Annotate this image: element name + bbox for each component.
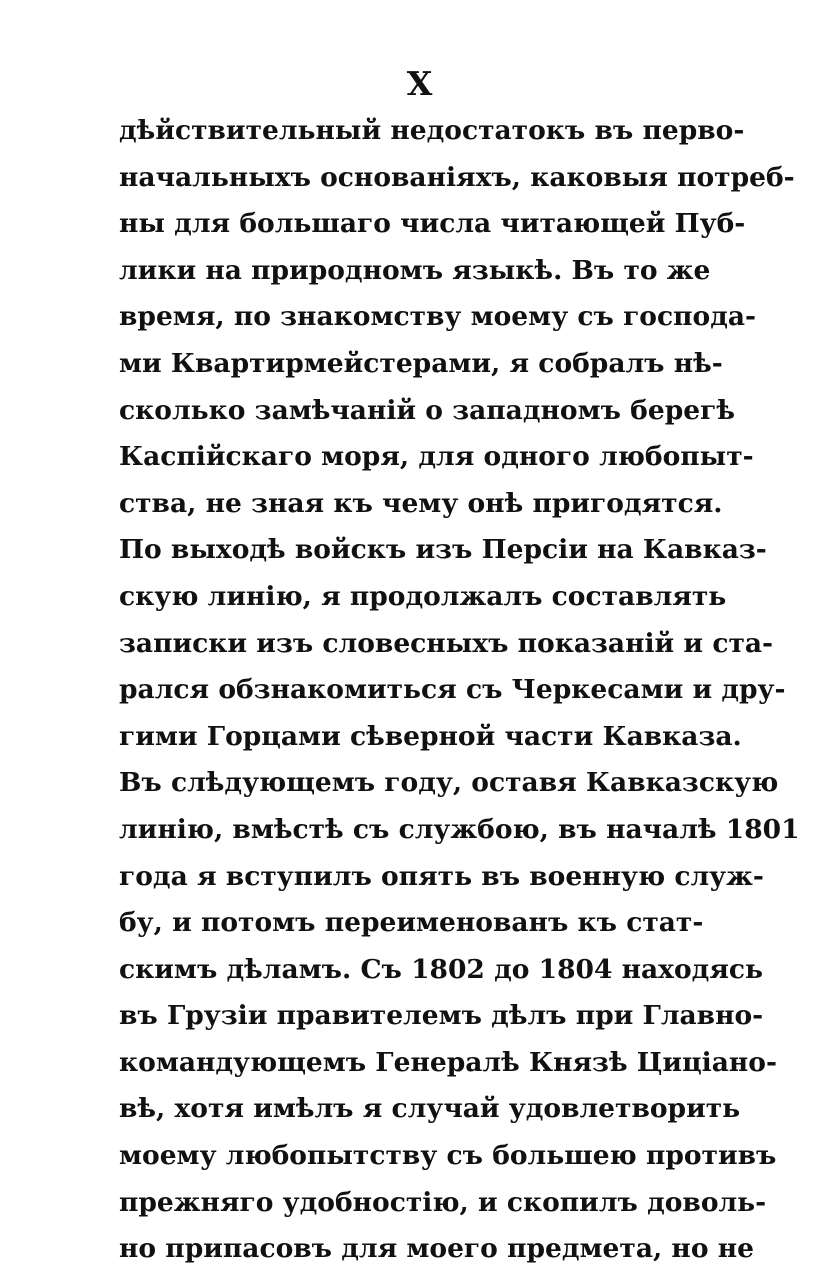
text-line: Въ слѣдующемъ году, оставя Кавказскую [119, 767, 779, 799]
text-line: года я вступилъ опять въ военную служ- [119, 860, 764, 892]
text-line: По выходѣ войскъ изъ Персіи на Кавказ- [119, 534, 767, 566]
text-line: прежняго удобностію, и скопилъ доволь- [119, 1186, 767, 1218]
text-line: дѣйствительный недостатокъ въ перво- [119, 115, 745, 146]
page-number: X [406, 64, 434, 103]
text-line: линію, вмѣстѣ съ службою, въ началѣ 1801 [119, 813, 800, 845]
text-line: ми Квартирмейстерами, я собралъ нѣ- [119, 347, 723, 379]
text-line: Каспійскаго моря, для одного любопыт- [119, 441, 754, 473]
text-line: скую линію, я продолжалъ составлять [119, 580, 727, 612]
text-line: записки изъ словесныхъ показаній и ста- [119, 627, 774, 659]
text-line: вѣ, хотя имѣлъ я случай удовлетворить [119, 1093, 741, 1125]
text-line: въ Грузіи правителемъ дѣлъ при Главно- [119, 1000, 764, 1032]
text-line: ства, не зная къ чему онѣ пригодятся. [119, 487, 723, 519]
text-line: бу, и потомъ переименованъ къ стат- [119, 907, 704, 939]
text-line: время, по знакомству моему съ господа- [119, 301, 757, 333]
text-line: ны для большаго числа читающей Пуб- [119, 208, 746, 240]
text-line: скимъ дѣламъ. Съ 1802 до 1804 находясь [119, 953, 764, 985]
body-text [119, 108, 800, 1273]
text-line: рался обзнакомиться съ Черкесами и дру- [119, 674, 786, 706]
text-line: лики на природномъ языкѣ. Въ то же [119, 254, 711, 286]
text-line: гими Горцами сѣверной части Кавказа. [119, 720, 742, 752]
text-line: сколько замѣчаній о западномъ берегѣ [119, 394, 735, 426]
text-line: моему любопытству съ большею противъ [119, 1140, 777, 1172]
text-line: но припасовъ для моего предмета, но не [119, 1233, 754, 1265]
text-line: командующемъ Генералѣ Князѣ Циціано- [119, 1046, 777, 1078]
text-line: начальныхъ основаніяхъ, каковыя потреб- [119, 161, 795, 193]
